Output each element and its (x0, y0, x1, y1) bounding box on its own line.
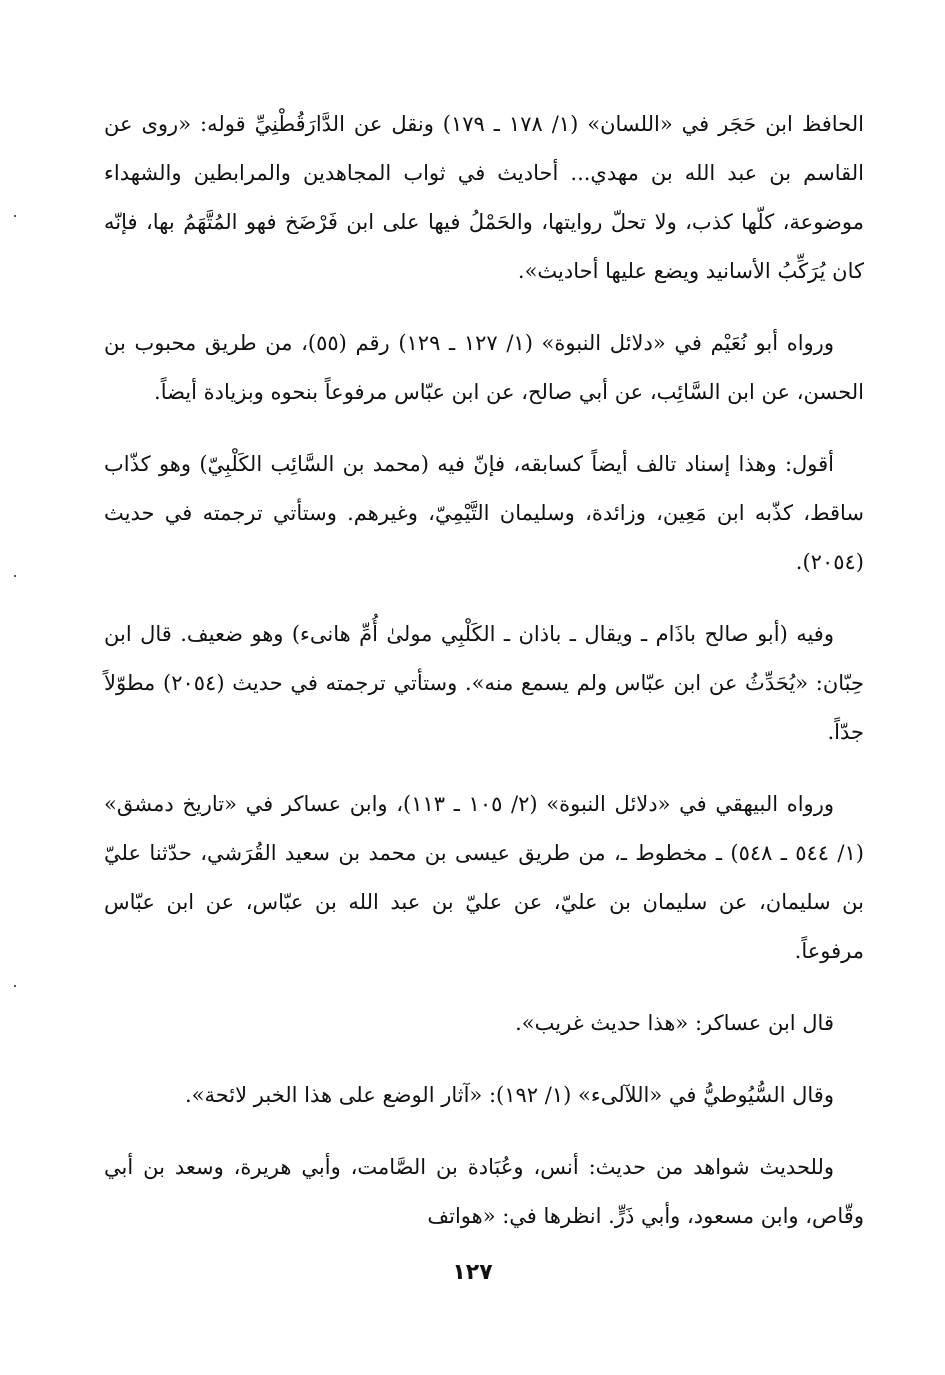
paragraph-5: ورواه البيهقي في «دلائل النبوة» (٢/ ١٠٥ ـ ١١٣)، وابن عساكر في «تاريخ دمشق» (١/ ٥٤٤ ـ ٥٤٨) ـ مخطوط ـ، من طريق عيسى بن محمد بن سعيد القُرَشي، حدّثنا عليّ بن سليمان، عن سليمان بن عليّ، عن عليّ بن عبد الله بن عبّاس، عن ابن عبّاس مرفوعاً. (104, 792, 864, 963)
paragraph-6: قال ابن عساكر: «هذا حديث غريب». (515, 1011, 834, 1035)
main-text (104, 100, 864, 1264)
page-number: ١٢٧ (452, 1260, 493, 1285)
paragraph-2: ورواه أبو نُعَيْم في «دلائل النبوة» (١/ ١٢٧ ـ ١٢٩) رقم (٥٥)، من طريق محبوب بن الحسن، عن ابن السَّائِب، عن أبي صالح، عن ابن عبّاس مرفوعاً بنحوه وبزيادة أيضاً. (104, 331, 864, 404)
scan-speck (14, 575, 16, 577)
scan-speck (14, 215, 16, 217)
paragraph-7: وقال السُّيُوطيُّ في «اللآلىء» (١/ ١٩٢): «آثار الوضع على هذا الخبر لائحة». (184, 1083, 834, 1107)
scan-speck (14, 985, 16, 987)
paragraph-4: وفيه (أبو صالح باذَام ـ ويقال ـ باذان ـ الكَلْبِي مولىٰ أُمِّ هانىء) وهو ضعيف. قال ابن حِبّان: «يُحَدِّثُ عن ابن عبّاس ولم يسمع منه». وستأتي ترجمته في حديث (٢٠٥٤) مطوّلاً جدّاً. (104, 622, 864, 744)
paragraph-8: وللحديث شواهد من حديث: أنس، وعُبَادة بن الصَّامت، وأبي هريرة، وسعد بن أبي وقّاص، وابن مسعود، وأبي ذَرٍّ. انظرها في: «هواتف (104, 1155, 864, 1228)
paragraph-1: الحافظ ابن حَجَر في «اللسان» (١/ ١٧٨ ـ ١٧٩) ونقل عن الدَّارَقُطْنِيِّ قوله: «روى عن القاسم بن عبد الله بن مهدي... أحاديث في ثواب المجاهدين والمرابطين والشهداء موضوعة، كلّها كذب، ولا تحلّ روايتها، والحَمْلُ فيها على ابن فَرْضَخ فهو المُتَّهَمُ بها، فإنّه كان يُرَكِّبُ الأسانيد ويضع عليها أحاديث». (104, 112, 864, 283)
paragraph-3: أقول: وهذا إسناد تالف أيضاً كسابقه، فإنّ فيه (محمد بن السَّائِب الكَلْبِيّ) وهو كذّاب ساقط، كذّبه ابن مَعِين، وزائدة، وسليمان التَّيْمِيّ، وغيرهم. وستأتي ترجمته في حديث (٢٠٥٤). (104, 452, 864, 574)
